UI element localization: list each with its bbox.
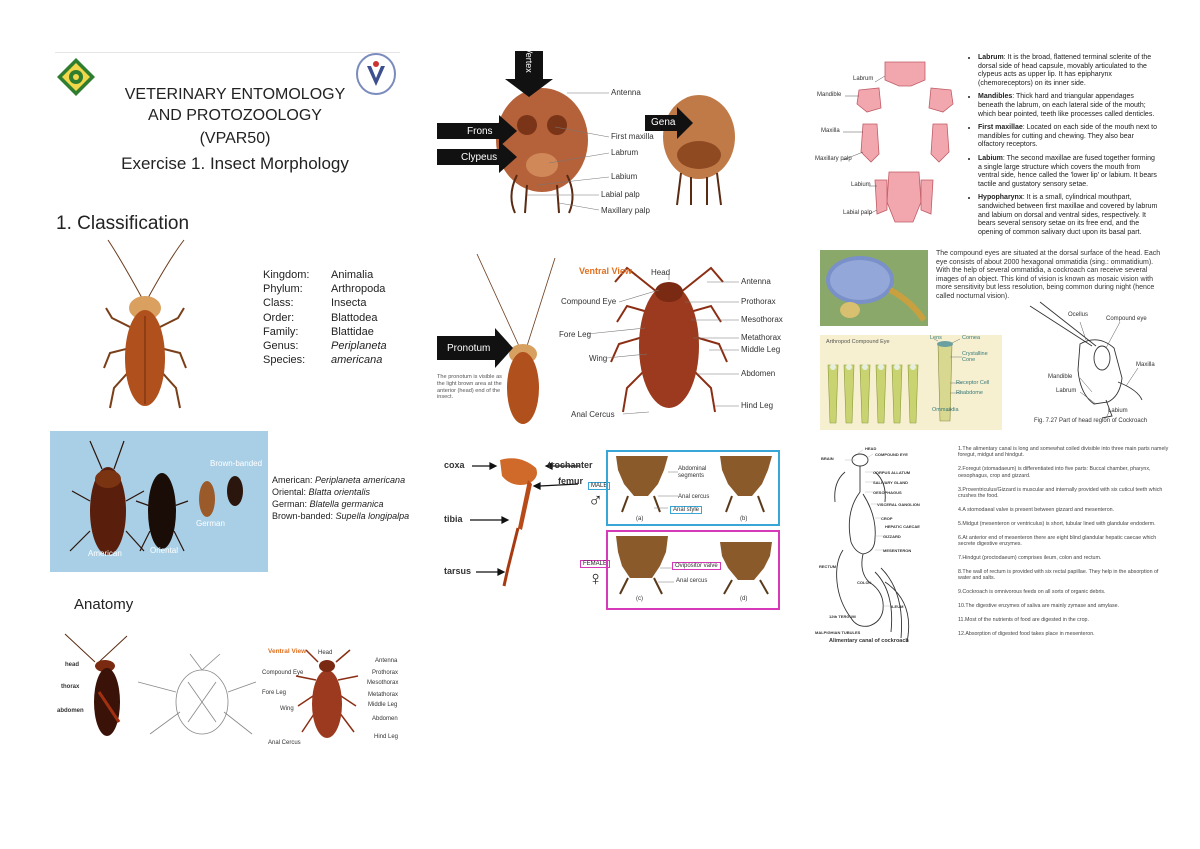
- ventral-small-label: Hind Leg: [374, 734, 399, 740]
- mouthpart-label-mandible: Mandible: [817, 92, 842, 98]
- head-label-labium: Labium: [611, 172, 638, 181]
- taxonomy-value: Blattidae: [331, 325, 374, 338]
- head-fig-label-maxilla: Maxilla: [1136, 362, 1155, 368]
- ventral-label-head: Head: [651, 268, 671, 277]
- male-label-abdominal-segments: Abdominal segments: [678, 466, 707, 479]
- eye-label-receptor-cell: Receptor Cell: [956, 380, 990, 386]
- male-label-anal-cercus: Anal cercus: [678, 494, 710, 500]
- compound-eye-diagram-title: Arthropod Compound Eye: [826, 339, 890, 345]
- cockroach-head-figure: [1010, 300, 1170, 430]
- taxonomy-table: [263, 268, 387, 367]
- alimentary-note: 9.Cockroach is omnivorous feeds on all sorts of organic debris.: [958, 589, 1106, 596]
- mouthpart-label-labium: Labium: [851, 182, 871, 188]
- taxonomy-row: [263, 311, 387, 325]
- alim-label-compound-eye: COMPOUND EYE: [875, 452, 908, 457]
- alimentary-note: 7.Hindgut (proctodaeum) comprises ileum, colon and rectum.: [958, 555, 1102, 562]
- alim-label-brain: BRAIN: [821, 456, 834, 461]
- eye-label-crystalline-cone: Crystalline Cone: [962, 351, 988, 363]
- alim-label-visceral-ganglion: VISCERAL GANGLION: [877, 502, 920, 507]
- alimentary-note: 5.Midgut (mesenteron or ventriculus) is short, tubular lined with glandular endoderm.: [958, 520, 1156, 527]
- eye-label-ommatidia: Ommatidia: [932, 407, 959, 413]
- male-tag: MALE: [588, 482, 610, 490]
- taxonomy-value: Animalia: [331, 269, 374, 281]
- taxonomy-value: Blattodea: [331, 311, 378, 324]
- mouthparts-diagram: [815, 52, 955, 232]
- leg-diagram: [440, 448, 593, 593]
- alimentary-note: 3.Proventriculus/Gizzard is muscular and internally provided with six cuticul teeth which crushes the food.: [958, 486, 1163, 500]
- label-oriental: Oriental: [150, 546, 179, 555]
- anatomy-dorsal-photo: [55, 632, 130, 740]
- ventral-label-middle-leg: Middle Leg: [741, 345, 781, 354]
- alimentary-note: 2.Foregut (stomadaeum) is differentiated into five parts: Buccal chamber, pharynx, oesophagus, crop and gizzard.: [958, 466, 1151, 479]
- alimentary-note: 8.The wall of rectum is provided with six rectal papillae. They help in the absorption of water and salts.: [958, 568, 1159, 582]
- mouthpart-note: • First maxillae: Located on each side of the mouth next to mandibles for cutting and chewing. They also bear olfactory receptors.: [978, 124, 1160, 150]
- mouthpart-label-labial-palp: Labial palp: [843, 210, 873, 216]
- alim-label-rectum: RECTUM: [819, 564, 837, 569]
- classification-heading: 1. Classification: [56, 213, 190, 234]
- pronotum-figure: [437, 248, 557, 428]
- ventral-label-mesothorax: Mesothorax: [741, 315, 783, 324]
- alim-label-salivary-gland: SALIVARY GLAND: [873, 480, 909, 485]
- species-name: Blatta orientalis: [308, 487, 371, 497]
- taxonomy-rank: Genus:: [263, 340, 299, 353]
- mouthpart-note: • Mandibles: Thick hard and triangular appendages beneath the labrum, on each lateral side of the mouth; which bear pointed, teeth like processes called denticles.: [978, 93, 1160, 119]
- ventral-small-label: Prothorax: [372, 670, 399, 676]
- course-title-line2: AND PROTOZOOLOGY: [148, 107, 322, 124]
- taxonomy-value: americana: [331, 354, 383, 367]
- taxonomy-row: [263, 353, 387, 367]
- cockroach-head-caption: Fig. 7.27 Part of head region of Cockroach: [1034, 418, 1148, 424]
- taxonomy-value: Periplaneta: [331, 340, 387, 353]
- ventral-label-hind-leg: Hind Leg: [741, 401, 774, 410]
- alimentary-notes: [958, 446, 1170, 645]
- taxonomy-row: [263, 268, 387, 282]
- exercise-title: Exercise 1. Insect Morphology: [121, 154, 349, 173]
- species-item: Brown-banded: Supella longipalpa: [272, 511, 410, 521]
- frons-arrow-label: Frons: [467, 126, 493, 137]
- alimentary-note: 1.The alimentary canal is long and somewhat coiled divisible into three main parts namely foregut, midgut and hindgut.: [958, 446, 1169, 459]
- vertex-arrow-label: Vertex: [524, 47, 534, 73]
- pronotum-note: The pronotum is visible as the light brown area at the anterior (head) end of the insect.: [437, 374, 502, 401]
- mouthpart-label-labrum: Labrum: [853, 76, 874, 82]
- head-fig-label-ocellus: Ocellus: [1068, 312, 1089, 318]
- leg-label-trochanter: trochanter: [548, 460, 593, 470]
- pronotum-arrow-label: Pronotum: [447, 343, 491, 354]
- species-item: Oriental: Blatta orientalis: [272, 487, 371, 497]
- clypeus-arrow-label: Clypeus: [461, 152, 498, 163]
- species-comparison-photo: [50, 431, 268, 572]
- alim-label-mesenteron: MESENTERON: [883, 548, 912, 553]
- taxonomy-value: Arthropoda: [331, 283, 386, 296]
- head-fig-label-compound-eye: Compound eye: [1106, 316, 1147, 322]
- ommatidium-diagram: [932, 335, 1002, 430]
- label-american: American: [88, 549, 122, 558]
- cockroach-dorsal-image: [100, 238, 190, 413]
- ventral-label-abdomen: Abdomen: [741, 369, 776, 378]
- ventral-small-label: Metathorax: [368, 692, 399, 698]
- female-abdomen-panel: [606, 530, 780, 610]
- course-title-line1: VETERINARY ENTOMOLOGY: [124, 86, 346, 103]
- head-label-first-maxilla: First maxilla: [611, 132, 654, 141]
- male-label-anal-style: Anal style: [670, 506, 702, 514]
- anatomy-heading: Anatomy: [74, 596, 134, 613]
- ventral-small-title: Ventral View: [268, 648, 307, 655]
- taxonomy-row: [263, 325, 387, 339]
- ventral-label-metathorax: Metathorax: [741, 333, 782, 342]
- head-fig-label-mandible: Mandible: [1048, 374, 1073, 380]
- panel-letter: (b): [740, 516, 748, 522]
- alim-label-head: HEAD: [865, 446, 877, 451]
- mouthparts-notes: [968, 54, 1160, 242]
- label-abdomen: abdomen: [57, 708, 84, 714]
- head-fig-label-labrum: Labrum: [1056, 388, 1077, 394]
- mouthpart-note: • Hypopharynx: It is a small, cylindrical mouthpart, sandwiched between first maxillae and covered by labrum and labium on dorsal and ventral sides, respectively. It bears several sensory setae on its free end, and the opening of common salivary duct upon its basal part.: [978, 194, 1160, 237]
- species-name: Blatella germanica: [309, 499, 384, 509]
- taxonomy-row: [263, 339, 387, 353]
- anatomy-line-drawing: [130, 652, 260, 742]
- taxonomy-rank: Phylum:: [263, 283, 303, 296]
- leg-label-femur: femur: [558, 476, 584, 486]
- ventral-view-figure: [557, 262, 782, 422]
- alim-label-corpus-allatum: CORPUS ALLATUM: [873, 470, 911, 475]
- eye-label-cornea: Cornea: [962, 335, 981, 341]
- arthropod-compound-eye-diagram: [820, 335, 932, 430]
- ventral-small-label: Middle Leg: [368, 702, 398, 708]
- ventral-small-label: Fore Leg: [262, 690, 287, 696]
- taxonomy-rank: Class:: [263, 297, 294, 310]
- ventral-small-label: Anal Cercus: [268, 740, 301, 746]
- head-label-labial-palp: Labial palp: [601, 190, 640, 199]
- alim-label-crop: CROP: [881, 516, 893, 521]
- alimentary-canal-diagram: [815, 442, 940, 652]
- ventral-label-compound-eye: Compound Eye: [561, 297, 617, 306]
- ventral-label-anal-cercus: Anal Cercus: [571, 410, 615, 419]
- ventral-small-label: Mesothorax: [367, 680, 399, 686]
- taxonomy-rank: Species:: [263, 354, 306, 367]
- ventral-label-prothorax: Prothorax: [741, 297, 776, 306]
- alim-label-hepatic-caecae: HEPATIC CAECAE: [885, 524, 920, 529]
- ventral-small-label: Wing: [280, 706, 294, 712]
- compound-eye-paragraph: The compound eyes are situated at the dorsal surface of the head. Each eye consists of about 2000 hexagonal ommatidia (sing.: ommatidium). With the help of several ommatidia, a cockroach can receive several images of an object. This kind of vision is known as mosaic vision with more sensitivity but less resolution, being common during night (hence called nocturnal vision).: [936, 250, 1161, 300]
- eye-label-rhabdome: Rhabdome: [956, 390, 983, 396]
- leg-label-tibia: tibia: [444, 514, 463, 524]
- taxonomy-rank: Family:: [263, 325, 299, 338]
- panel-letter: (a): [636, 516, 644, 522]
- alim-label-malpighian-tubules: MALPIGHIAN TUBULES: [815, 630, 861, 635]
- head-label-antenna: Antenna: [611, 88, 641, 97]
- species-name: Supella longipalpa: [335, 511, 410, 521]
- taxonomy-value: Insecta: [331, 297, 367, 310]
- species-item: American: Periplaneta americana: [272, 475, 406, 485]
- eye-label-lens: Lens: [930, 335, 942, 341]
- female-tag: FEMALE: [580, 560, 610, 568]
- header-rule: [55, 52, 400, 53]
- label-thorax: thorax: [61, 684, 80, 690]
- mouthpart-label-maxilla: Maxilla: [821, 128, 840, 134]
- ventral-small-label: Head: [318, 650, 333, 656]
- alim-label-oesophagus: OESOPHAGUS: [873, 490, 902, 495]
- female-label-ovipositor-valve: Ovipositor valve: [672, 562, 721, 570]
- label-german: German: [196, 519, 225, 528]
- leg-label-tarsus: tarsus: [444, 566, 472, 576]
- panel-letter: (d): [740, 596, 748, 602]
- ventral-label-fore-leg: Fore Leg: [559, 330, 592, 339]
- compound-eye-photo: [820, 250, 928, 326]
- course-code: (VPAR50): [199, 130, 271, 147]
- ventral-label-antenna: Antenna: [741, 277, 771, 286]
- alimentary-note: 4.A stomodaeal valve is present between gizzard and mesenteron.: [958, 506, 1115, 513]
- alim-label-colon: COLON: [857, 580, 872, 585]
- alimentary-note: 6.At anterior end of mesenteron there are eight blind glandular hepatic caecae which secrete digestive enzymes.: [958, 534, 1157, 548]
- ventral-view-title: Ventral View: [579, 266, 632, 276]
- male-abdomen-panel: [606, 450, 780, 526]
- leg-label-coxa: coxa: [444, 460, 465, 470]
- alim-label-gizzard: GIZZARD: [883, 534, 901, 539]
- taxonomy-rank: Kingdom:: [263, 269, 310, 281]
- head-fig-label-labium: Labium: [1108, 408, 1128, 414]
- ventral-small-label: Antenna: [375, 658, 398, 664]
- gena-arrow-label: Gena: [651, 117, 676, 128]
- head-diagram: [437, 45, 782, 220]
- mouthpart-label-maxillary-palp: Maxillary palp: [815, 156, 852, 162]
- head-label-maxillary-palp: Maxillary palp: [601, 206, 650, 215]
- female-label-anal-cercus: Anal cercus: [676, 578, 708, 584]
- alimentary-note: 10.The digestive enzymes of saliva are mainly zymase and amylase.: [958, 603, 1120, 610]
- mouthpart-note: • Labrum: It is the broad, flattened terminal sclerite of the dorsal side of head capsule, movably articulated to the clypeus acts as upper lip. It has epipharynx (chemoreceptors) on its inner side.: [978, 54, 1160, 88]
- label-brown-banded: Brown-banded: [210, 459, 263, 468]
- species-item: German: Blatella germanica: [272, 499, 384, 509]
- alimentary-note: 11.Most of the nutrients of food are digested in the crop.: [958, 617, 1089, 624]
- taxonomy-row: [263, 296, 387, 310]
- anatomy-ventral-small: [262, 648, 400, 748]
- species-name: Periplaneta americana: [315, 475, 406, 485]
- alimentary-note: 12.Absorption of digested food takes place in mesenteron.: [958, 631, 1095, 637]
- head-label-labrum: Labrum: [611, 148, 639, 157]
- female-symbol: ♀: [588, 568, 603, 590]
- taxonomy-row: [263, 282, 387, 296]
- alimentary-canal-caption: Alimentary canal of cockroach: [829, 638, 909, 644]
- species-list: [272, 474, 409, 522]
- ventral-small-label: Compound Eye: [262, 670, 304, 676]
- taxonomy-rank: Order:: [263, 311, 295, 324]
- alim-label-12th-tergum: 12th TERGUM: [829, 614, 856, 619]
- alim-label-ileum: ILEUM: [891, 604, 904, 609]
- ventral-label-wing: Wing: [589, 354, 608, 363]
- ventral-small-label: Abdomen: [372, 716, 398, 722]
- panel-letter: (c): [636, 596, 643, 602]
- label-head: head: [65, 662, 80, 668]
- mouthpart-note: • Labium: The second maxillae are fused together forming a single large structure which covers the mouth from ventral side, hence called the 'lower lip' or labium. It bears tactile and gustatory sensory setae.: [978, 155, 1160, 189]
- male-symbol: ♂: [588, 490, 603, 512]
